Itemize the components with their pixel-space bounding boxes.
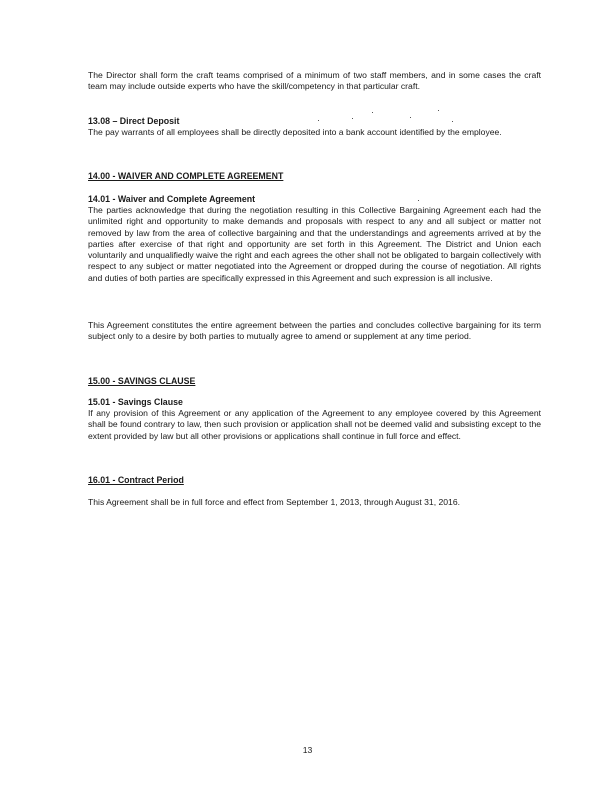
direct-deposit-paragraph: The pay warrants of all employees shall be directly deposited into a bank account identified by the employee. <box>88 127 502 137</box>
section-14-00-heading: 14.00 - WAIVER AND COMPLETE AGREEMENT <box>88 171 284 181</box>
section-14-01-heading: 14.01 - Waiver and Complete Agreement <box>88 194 256 204</box>
section-15-01-heading: 15.01 - Savings Clause <box>88 397 183 407</box>
section-13-08-heading: 13.08 – Direct Deposit <box>88 116 180 126</box>
contract-period-paragraph: This Agreement shall be in full force and effect from September 1, 2013, through August 31, 2016. <box>88 497 460 507</box>
waiver-paragraph: The parties acknowledge that during the negotiation resulting in this Collective Bargaining Agreement each had the unlimited right and opportunity to make demands and proposals with respect to any and all subject or matter not removed by law from the area of collective bargaining and that the understandings and agreements arrived at by the parties after exercise of that right and opportunity are set forth in this Agreement. The District and Union each voluntarily and unqualifiedly waive the right and each agrees the other shall not be obligated to bargain collectively with respect to any subject or matter negotiated into the Agreement or dropped during the course of negotiation. All rights and duties of both parties are specifically expressed in this Agreement and such expression is all inclusive. <box>88 205 541 283</box>
savings-clause-paragraph: If any provision of this Agreement or any application of the Agreement to any employee covered by this Agreement shall be found contrary to law, then such provision or application shall not be deemed valid and subsisting except to the extent provided by law but all other provisions or applications shall continue in full force and effect. <box>88 408 541 441</box>
section-15-00-heading: 15.00 - SAVINGS CLAUSE <box>88 376 196 386</box>
section-16-01-heading: 16.01 - Contract Period <box>88 475 184 485</box>
scan-speck <box>352 118 353 119</box>
scan-speck <box>318 120 319 121</box>
craft-teams-paragraph: The Director shall form the craft teams comprised of a minimum of two staff members, and in some cases the craft team may include outside experts who have the skill/competency in that particular craft. <box>88 70 541 92</box>
scan-speck <box>410 117 411 118</box>
scan-speck <box>438 110 439 111</box>
scan-speck <box>452 121 453 122</box>
scan-speck <box>418 200 419 201</box>
page-number: 13 <box>302 745 313 755</box>
entire-agreement-paragraph: This Agreement constitutes the entire agreement between the parties and concludes collective bargaining for its term subject only to a desire by both parties to mutually agree to amend or supplement at any time period. <box>88 320 541 342</box>
scan-speck <box>372 112 373 113</box>
